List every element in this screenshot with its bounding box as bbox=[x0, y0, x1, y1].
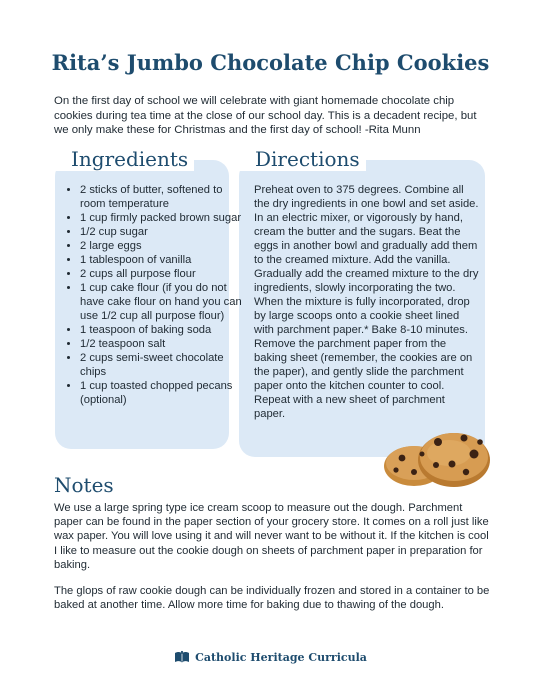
page-title: Rita’s Jumbo Chocolate Chip Cookies bbox=[51, 50, 490, 75]
ingredient-item: • 1 tablespoon of vanilla bbox=[80, 253, 242, 267]
ingredients-list bbox=[64, 183, 242, 407]
cookies-image bbox=[374, 420, 494, 492]
notes-paragraph: We use a large spring type ice cream scoop to measure out the dough. Parchment paper can be found in the paper section of your grocery store. It comes on a roll just like wax paper. You will love using it and will never want to be without it. If the kitchen is cool I like to measure out the cookie dough on sheets of parchment paper in preparation for baking. bbox=[54, 502, 489, 571]
footer-brand bbox=[0, 650, 541, 664]
ingredient-item: • 1 cup firmly packed brown sugar bbox=[80, 211, 242, 225]
ingredient-item: • 1/2 cup sugar bbox=[80, 225, 242, 239]
ingredient-item: • 2 sticks of butter, softened to room temperature bbox=[80, 183, 242, 211]
ingredient-item: • 2 large eggs bbox=[80, 239, 242, 253]
ingredient-item: • 1/2 teaspoon salt bbox=[80, 337, 242, 351]
footer-brand-text: Catholic Heritage Curricula bbox=[195, 651, 367, 664]
directions-heading: Directions bbox=[239, 147, 366, 171]
intro-paragraph: On the first day of school we will celebrate with giant homemade chocolate chip cookies during tea time at the close of our school day. This is a decadent recipe, but we only make these for Christmas and the first day of school! -Rita Munn bbox=[54, 95, 477, 136]
ingredient-item: • 1 cup toasted chopped pecans (optional) bbox=[80, 379, 242, 407]
directions-text: Preheat oven to 375 degrees. Combine all the dry ingredients in one bowl and set aside. In an electric mixer, or vigorously by hand, cream the butter and the sugars. Beat the eggs in another bowl and gradually add them to the creamed mixture. Add the vanilla. Gradually add the creamed mixture to the dry ingredients, slowly incorporating the two. When the mixture is fully incorporated, drop by large scoops onto a cookie sheet lined with parchment paper.* Bake 8-10 minutes. Remove the parchment paper from the baking sheet (remember, the cookies are on the paper), and gently slide the parchment paper onto the kitchen counter to cool. Repeat with a new sheet of parchment paper. bbox=[254, 184, 479, 420]
ingredient-item: • 1 teaspoon of baking soda bbox=[80, 323, 242, 337]
notes-paragraph: The glops of raw cookie dough can be individually frozen and stored in a container to be baked at another time. Allow more time for baking due to thawing of the dough. bbox=[54, 585, 490, 612]
ingredient-item: • 2 cups all purpose flour bbox=[80, 267, 242, 281]
ingredient-item: • 1 cup cake flour (if you do not have cake flour on hand you can use 1/2 cup all purpose flour) bbox=[80, 281, 242, 323]
ingredients-heading: Ingredients bbox=[55, 147, 194, 171]
open-book-icon bbox=[174, 650, 190, 664]
notes-heading: Notes bbox=[54, 473, 114, 497]
ingredient-item: • 2 cups semi-sweet chocolate chips bbox=[80, 351, 242, 379]
